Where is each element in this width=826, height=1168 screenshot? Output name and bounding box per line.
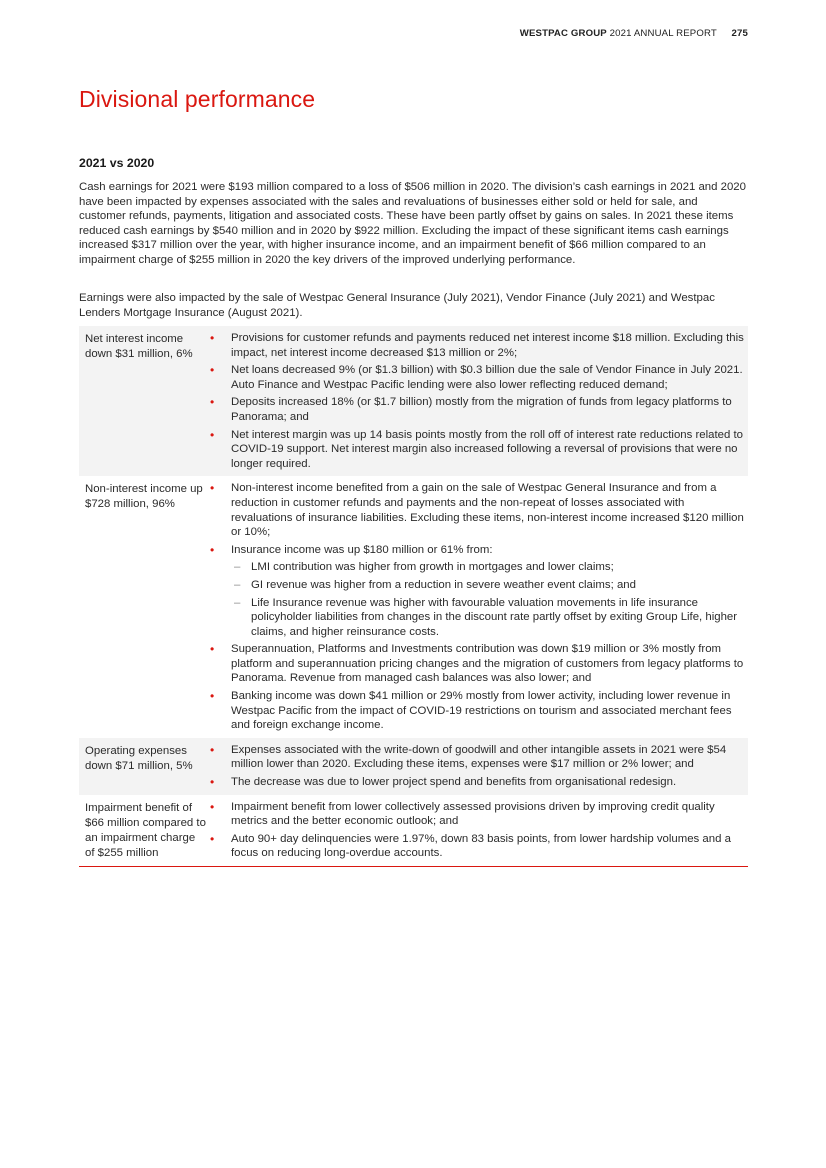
table-row-non-interest-income	[79, 476, 748, 738]
sub-list-item: – Life Insurance revenue was higher with favourable valuation movements in life insurance policyholder liabilities from changes in the discount rate partly offset by exiting Group Life, higher claims, and higher reinsurance costs.	[234, 596, 738, 638]
bullet-icon: •	[210, 481, 215, 496]
bullet-icon: •	[210, 742, 215, 757]
bullet-icon: •	[210, 689, 215, 704]
list-item: • Net loans decreased 9% (or $1.3 billion) with $0.3 billion due the sale of Vendor Finance in July 2021. Auto Finance and Westpac Pacific lending were also lower reflecting reduced demand;	[210, 363, 743, 391]
header-report-title: 2021 ANNUAL REPORT	[609, 28, 717, 39]
bullet-icon: •	[210, 395, 215, 410]
sub-list-item: – LMI contribution was higher from growth in mortgages and lower claims;	[234, 561, 614, 574]
dash-icon: –	[234, 596, 241, 609]
row-label: Non-interest income up $728 million, 96%	[85, 483, 203, 511]
dash-icon: –	[234, 561, 241, 574]
sale-paragraph: Earnings were also impacted by the sale of Westpac General Insurance (July 2021), Vendor Finance (July 2021) and Westpac Lenders Mortgage Insurance (August 2021).	[79, 292, 715, 319]
row-body	[206, 741, 748, 793]
page-title: Divisional performance	[79, 86, 316, 112]
list-item: • Expenses associated with the write-down of goodwill and other intangible assets in 2021 were $54 million lower than 2020. Excluding these items, expenses were $17 million or 2% lower; and	[210, 742, 727, 771]
header-brand: WESTPAC GROUP	[519, 28, 607, 39]
page-header	[520, 28, 748, 39]
section-subheading: 2021 vs 2020	[79, 156, 155, 170]
bullet-icon: •	[210, 542, 215, 557]
table-row-net-interest-income	[79, 326, 748, 476]
table-row-impairment-benefit	[79, 795, 748, 866]
bullet-icon: •	[210, 331, 215, 345]
list-item: • Non-interest income benefited from a gain on the sale of Westpac General Insurance and from a reduction in customer refunds and payments and the non-repeat of losses associated with revaluations of insurance liabilities. Excluding these items, non-interest income increased $120 million or 10%;	[210, 481, 744, 539]
intro-paragraph: Cash earnings for 2021 were $193 million compared to a loss of $506 million in 2020. The division’s cash earnings in 2021 and 2020 have been impacted by expenses associated with the sales and revaluations of businesses either sold or held for sale, and customer refunds, payments, litigation and associated costs. These have been partly offset by gains on sales. In 2021 these items reduced cash earnings by $540 million and in 2020 by $922 million. Excluding the impact of these significant items cash earnings increased $317 million over the year, with higher insurance income, and an impairment benefit of $66 million compared to an impairment charge of $255 million in 2020 the key drivers of the improved underlying performance.	[79, 181, 746, 266]
row-body	[206, 479, 748, 736]
bullet-icon: •	[210, 775, 215, 790]
row-body	[206, 329, 748, 474]
list-item: • Banking income was down $41 million or 29% mostly from lower activity, including lower revenue in Westpac Pacific from the impact of COVID-19 restrictions on tourism and associated merchant fees and foreign exchange income.	[210, 689, 732, 732]
bullet-icon: •	[210, 831, 215, 846]
list-item: • Superannuation, Platforms and Investments contribution was down $19 million or 3% mostly from platform and superannuation pricing changes and the migration of customers from legacy platforms to Panorama. Revenue from managed cash balances was also lower; and	[210, 642, 744, 685]
bullet-icon: •	[210, 799, 215, 814]
bullet-icon: •	[210, 642, 215, 657]
list-item: • The decrease was due to lower project spend and benefits from organisational redesign.	[210, 775, 677, 790]
list-item: • Deposits increased 18% (or $1.7 billion) mostly from the migration of funds from legacy platforms to Panorama; and	[210, 395, 732, 423]
row-body	[206, 798, 748, 864]
page-number: 275	[731, 28, 748, 39]
performance-table	[79, 326, 748, 867]
list-item: • Net interest margin was up 14 basis points mostly from the roll off of interest rate reductions related to COVID-19 support. Net interest margin also increased following a reversal of provisions that were no longer required.	[210, 427, 743, 470]
dash-icon: –	[234, 578, 241, 591]
table-row-operating-expenses	[79, 738, 748, 795]
row-label: Impairment benefit of $66 million compared to an impairment charge of $255 million	[85, 801, 206, 859]
list-item: • Insurance income was up $180 million or 61% from:	[210, 542, 493, 557]
bullet-icon: •	[210, 427, 215, 442]
row-label: Net interest income down $31 million, 6%	[85, 333, 193, 360]
sub-list-item: – GI revenue was higher from a reduction in severe weather event claims; and	[234, 578, 636, 591]
list-item: • Provisions for customer refunds and payments reduced net interest income $18 million. Excluding this impact, net interest income decreased $13 million or 2%;	[210, 331, 744, 359]
bullet-icon: •	[210, 363, 215, 378]
list-item: • Auto 90+ day delinquencies were 1.97%, down 83 basis points, from lower hardship volumes and a focus on reducing long-overdue accounts.	[210, 831, 731, 860]
list-item: • Impairment benefit from lower collectively assessed provisions driven by improving credit quality metrics and the better economic outlook; and	[210, 799, 715, 828]
row-label: Operating expenses down $71 million, 5%	[85, 744, 193, 772]
